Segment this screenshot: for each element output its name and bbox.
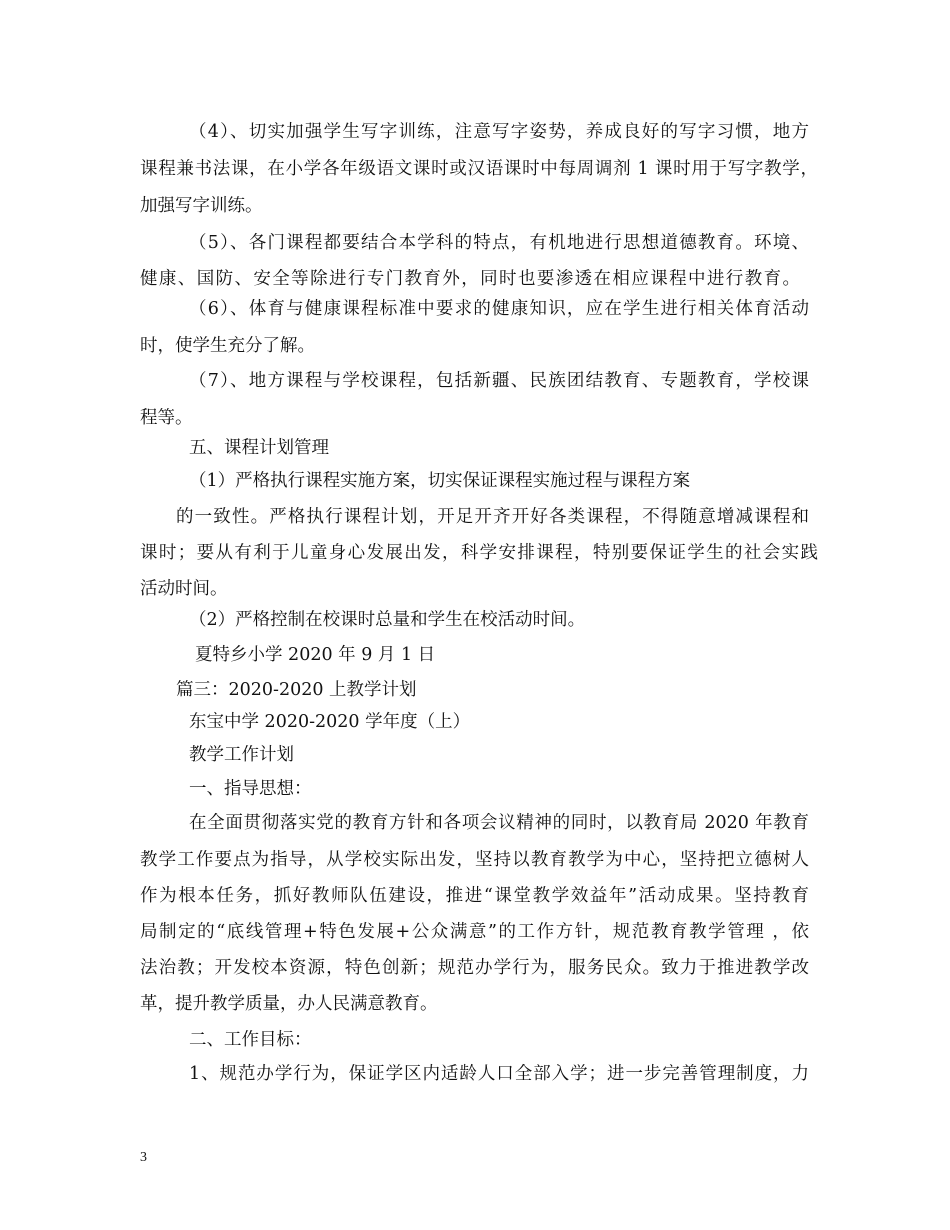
text-line-9: 程等。 [140,408,193,428]
page-number: 3 [140,1150,147,1165]
section-heading-5: 五、课程计划管理 [189,438,329,458]
text-line-14: 活动时间。 [140,579,228,599]
signature-date: 夏特乡小学 2020 年 9 月 1 日 [195,645,436,665]
text-line-21: 在全面贯彻落实党的教育方针和各项会议精神的同时，以教育局 2020 年教育 [189,813,809,833]
text-line-25: 法治教；开发校本资源，特色创新；规范办学行为，服务民众。致力于推进教学改 [140,958,809,978]
text-line-13: 课时；要从有利于儿童身心发展出发，科学安排课程，特别要保证学生的社会实践 [140,543,818,563]
section-heading-1: 一、指导思想： [189,779,312,799]
text-line-4: （5）、各门课程都要结合本学科的特点，有机地进行思想道德教育。环境、 [189,233,809,253]
text-line-3: 加强写字训练。 [140,196,263,216]
text-line-7: 时，使学生充分了解。 [140,336,315,356]
text-line-28: 1、规范办学行为，保证学区内适龄人口全部入学；进一步完善管理制度，力 [189,1064,809,1084]
text-line-15: （2）严格控制在校课时总量和学生在校活动时间。 [189,610,586,630]
text-line-12: 的一致性。严格执行课程计划，开足开齐开好各类课程，不得随意增减课程和 [176,507,809,527]
section-heading-2: 二、工作目标： [189,1030,312,1050]
text-line-5: 健康、国防、安全等除进行专门教育外，同时也要渗透在相应课程中进行教育。 [140,269,800,289]
text-line-24: 局制定的“底线管理+特色发展+公众满意”的工作方针，规范教育教学管理 ，依 [140,922,809,942]
text-line-6: （6）、体育与健康课程标准中要求的健康知识，应在学生进行相关体育活动 [189,299,809,319]
text-line-23: 作为根本任务，抓好教师队伍建设，推进“课堂教学效益年”活动成果。坚持教育 [140,886,809,906]
plan-title: 教学工作计划 [189,745,294,765]
text-line-8: （7）、地方课程与学校课程，包括新疆、民族团结教育、专题教育，学校课 [189,371,809,391]
text-line-11: （1）严格执行课程实施方案，切实保证课程实施过程与课程方案 [189,471,691,491]
text-line-22: 教学工作要点为指导，从学校实际出发，坚持以教育教学为中心，坚持把立德树人 [140,850,809,870]
school-title: 东宝中学 2020-2020 学年度（上） [189,712,471,732]
text-line-2: 课程兼书法课，在小学各年级语文课时或汉语课时中每周调剂 1 课时用于写字教学， [140,159,818,179]
text-line-26: 革，提升教学质量，办人民满意教育。 [140,994,438,1014]
text-line-1: （4）、切实加强学生写字训练，注意写字姿势，养成良好的写字习惯，地方 [189,122,809,142]
chapter-heading: 篇三：2020-2020 上教学计划 [176,680,417,700]
